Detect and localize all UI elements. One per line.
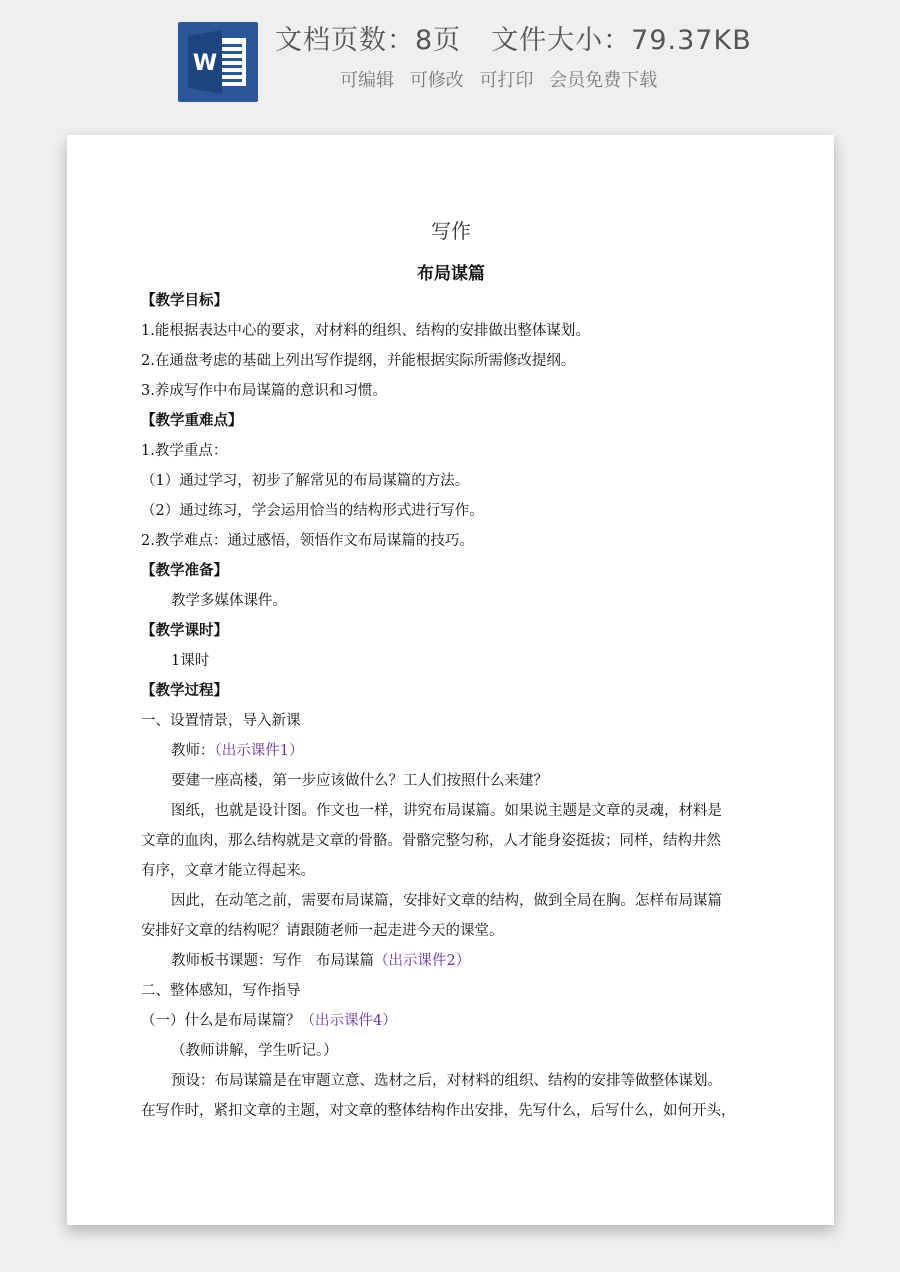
word-doc-icon (178, 22, 258, 102)
document-line (141, 981, 761, 1001)
document-line (141, 1011, 761, 1031)
page-count: 文档页数：8页 (275, 25, 462, 56)
document-line (141, 921, 761, 941)
document-line (141, 711, 761, 731)
line-text: 因此，在动笔之前，需要布局谋篇，安排好文章的结构，做到全局在胸。怎样布局谋篇 (171, 893, 722, 909)
line-text: 教学多媒体课件。 (171, 593, 287, 609)
line-text: 1课时 (171, 653, 210, 669)
doc-features (340, 66, 667, 92)
line-text: （一）什么是布局谋篇？ (141, 1013, 301, 1029)
document-line (141, 651, 791, 671)
document-line (141, 441, 761, 461)
line-text: 【教学准备】 (141, 562, 228, 579)
line-text: 要建一座高楼，第一步应该做什么？工人们按照什么来建？ (171, 773, 548, 789)
line-text: 2.教学难点：通过感悟，领悟作文布局谋篇的技巧。 (141, 533, 474, 549)
document-line (141, 801, 791, 821)
document-line (141, 531, 761, 551)
document-line (141, 951, 791, 971)
feature-modifiable: 可修改 (409, 70, 464, 91)
document-line (141, 891, 791, 911)
line-text: 【教学目标】 (141, 292, 228, 309)
document-line (141, 861, 761, 881)
line-text: 【教学重难点】 (141, 412, 243, 429)
line-text: 【教学课时】 (141, 622, 228, 639)
document-line (141, 561, 761, 581)
line-text: 3.养成写作中布局谋篇的意识和习惯。 (141, 383, 387, 399)
line-text: 文章的血肉，那么结构就是文章的骨骼。骨骼完整匀称，人才能身姿挺拔；同样，结构井然 (141, 833, 721, 849)
feature-printable: 可打印 (479, 70, 534, 91)
line-text: 预设：布局谋篇是在审题立意、选材之后，对材料的组织、结构的安排等做整体谋划。 (171, 1073, 722, 1089)
document-line (141, 621, 761, 641)
document-line (141, 321, 761, 341)
line-text: 2.在通盘考虑的基础上列出写作提纲，并能根据实际所需修改提纲。 (141, 353, 576, 369)
doc-info-header (0, 0, 900, 120)
document-line (141, 1101, 761, 1121)
line-text: 1.教学重点： (141, 443, 228, 459)
line-text: 安排好文章的结构呢？请跟随老师一起走进今天的课堂。 (141, 923, 504, 939)
courseware-ref: （出示课件1） (214, 743, 304, 759)
page-subtitle: 布局谋篇 (417, 264, 485, 284)
document-line (141, 471, 761, 491)
document-line (141, 741, 791, 761)
line-text: 图纸，也就是设计图。作文也一样，讲究布局谋篇。如果说主题是文章的灵魂，材料是 (171, 803, 722, 819)
feature-free-download: 会员免费下载 (549, 70, 658, 91)
document-line (141, 351, 761, 371)
feature-editable: 可编辑 (340, 70, 394, 91)
page-title: 写作 (431, 219, 471, 243)
line-text: 有序，文章才能立得起来。 (141, 863, 315, 879)
line-text: 教师： (171, 743, 215, 759)
line-text: （教师讲解，学生听记。） (171, 1043, 338, 1059)
document-line (141, 291, 761, 311)
document-line (141, 1071, 791, 1091)
document-line (141, 411, 761, 431)
courseware-ref: （出示课件2） (374, 953, 471, 969)
document-line (141, 831, 761, 851)
line-text: 【教学过程】 (141, 682, 228, 699)
document-line (141, 591, 791, 611)
line-text: 一、设置情景，导入新课 (141, 713, 301, 729)
line-text: 二、整体感知，写作指导 (141, 983, 301, 999)
line-text: 教师板书课题：写作 布局谋篇 (171, 953, 374, 969)
courseware-ref: （出示课件4） (300, 1013, 397, 1029)
document-line (141, 1041, 791, 1061)
document-line (141, 771, 791, 791)
line-text: （2）通过练习，学会运用恰当的结构形式进行写作。 (141, 503, 484, 519)
svg-text:W: W (192, 51, 218, 76)
line-text: 在写作时，紧扣文章的主题，对文章的整体结构作出安排，先写什么，后写什么，如何开头， (141, 1103, 736, 1119)
document-line (141, 381, 761, 401)
document-line (141, 681, 761, 701)
document-page (67, 135, 834, 1225)
doc-stats (275, 18, 835, 57)
file-size: 文件大小：79.37KB (491, 25, 752, 56)
line-text: 1.能根据表达中心的要求，对材料的组织、结构的安排做出整体谋划。 (141, 323, 590, 339)
line-text: （1）通过学习，初步了解常见的布局谋篇的方法。 (141, 473, 470, 489)
document-line (141, 501, 761, 521)
